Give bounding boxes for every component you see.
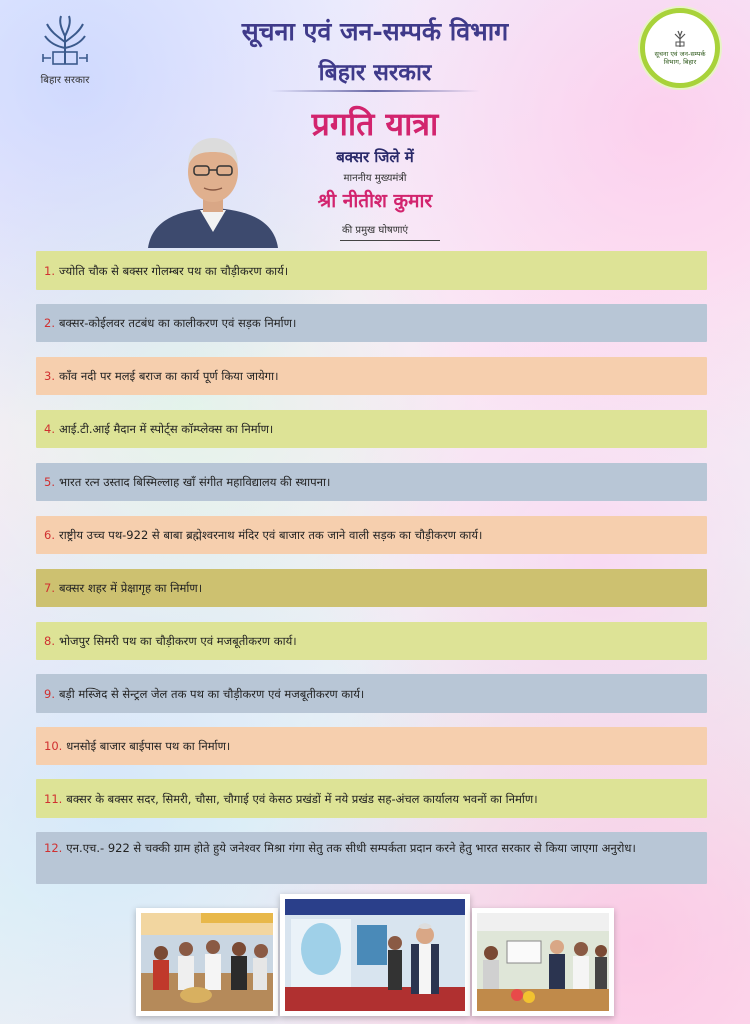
item-number: 8. [44,634,55,648]
item-number: 5. [44,475,55,489]
item-number: 12. [44,841,63,855]
item-number: 4. [44,422,55,436]
list-item [36,304,707,342]
honorific-label: माननीय मुख्यमंत्री [343,173,407,184]
right-logo-text: सूचना एवं जन-सम्पर्क विभाग, बिहार [654,50,706,66]
portrait-illustration [148,128,278,248]
list-item [36,410,707,448]
item-text: राष्ट्रीय उच्च पथ-922 से बाबा ब्रह्मेश्वरनाथ मंदिर एवं बाजार तक जाने वाली सड़क का चौड़ीकरण कार्य। [58,528,483,542]
chief-minister-portrait [148,128,278,248]
event-photo-right [472,908,614,1016]
list-item [36,779,707,818]
photo-strip [0,890,750,1020]
pragati-yatra-title: प्रगति यात्रा [311,105,439,143]
item-number: 2. [44,316,55,330]
event-photo-center [280,894,470,1016]
item-number: 1. [44,263,55,278]
photo-crowd-image [141,913,273,1011]
item-number: 7. [44,581,55,595]
item-number: 3. [44,369,55,383]
photo-cheque-image [477,913,609,1011]
announcements-subtitle: की प्रमुख घोषणाएं [341,225,409,236]
event-photo-left [136,908,278,1016]
list-item [36,727,707,765]
list-item [36,463,707,501]
chief-minister-name: श्री नीतीश कुमार [317,190,433,212]
item-text: बक्सर शहर में प्रेक्षागृह का निर्माण। [58,581,203,595]
item-text: बड़ी मस्जिद से सेन्ट्रल जेल तक पथ का चौड़ीकरण एवं मजबूतीकरण कार्य। [58,686,365,701]
department-heading: सूचना एवं जन-सम्पर्क विभाग [241,17,509,46]
item-text: काँव नदी पर मलई बराज का कार्य पूर्ण किया जायेगा। [58,369,279,383]
item-text: आई.टी.आई मैदान में स्पोर्ट्स कॉम्प्लेक्स का निर्माण। [58,422,274,436]
list-item [36,674,707,713]
item-text: धनसोई बाजार बाईपास पथ का निर्माण। [66,739,231,753]
list-item [36,832,707,884]
item-text: भारत रत्न उस्ताद बिस्मिल्लाह खाँ संगीत महाविद्यालय की स्थापना। [58,475,331,489]
list-item [36,357,707,395]
item-text: एन.एच.- 922 से चक्की ग्राम होते हुये जनेश्वर मिश्रा गंगा सेतु तक सीधी सम्पर्कता प्रदान करने हेतु भारत सरकार से किया जाएगा अनुरोध। [66,841,636,855]
list-item [36,622,707,660]
header-divider [270,90,480,92]
item-number: 11. [44,791,63,806]
list-item [36,251,707,290]
item-text: बक्सर के बक्सर सदर, सिमरी, चौसा, चौगाई एवं केसठ प्रखंडों में नये प्रखंड सह-अंचल कार्यालय भवनों का निर्माण। [66,791,538,806]
item-text: ज्योति चौक से बक्सर गोलम्बर पथ का चौड़ीकरण कार्य। [58,263,289,278]
item-number: 10. [44,739,63,753]
item-text: भोजपुर सिमरी पथ का चौड़ीकरण एवं मजबूतीकरण कार्य। [58,634,297,648]
district-label: बक्सर जिले में [336,148,414,166]
item-text: बक्सर-कोईलवर तटबंध का कालीकरण एवं सड़क निर्माण। [58,316,297,330]
subtitle-divider [340,240,440,241]
photo-exhibition-image [285,899,465,1011]
left-logo-caption: बिहार सरकार [40,75,90,86]
item-number: 9. [44,686,55,701]
list-item [36,516,707,554]
item-number: 6. [44,528,55,542]
government-heading: बिहार सरकार [318,59,432,86]
list-item [36,569,707,607]
